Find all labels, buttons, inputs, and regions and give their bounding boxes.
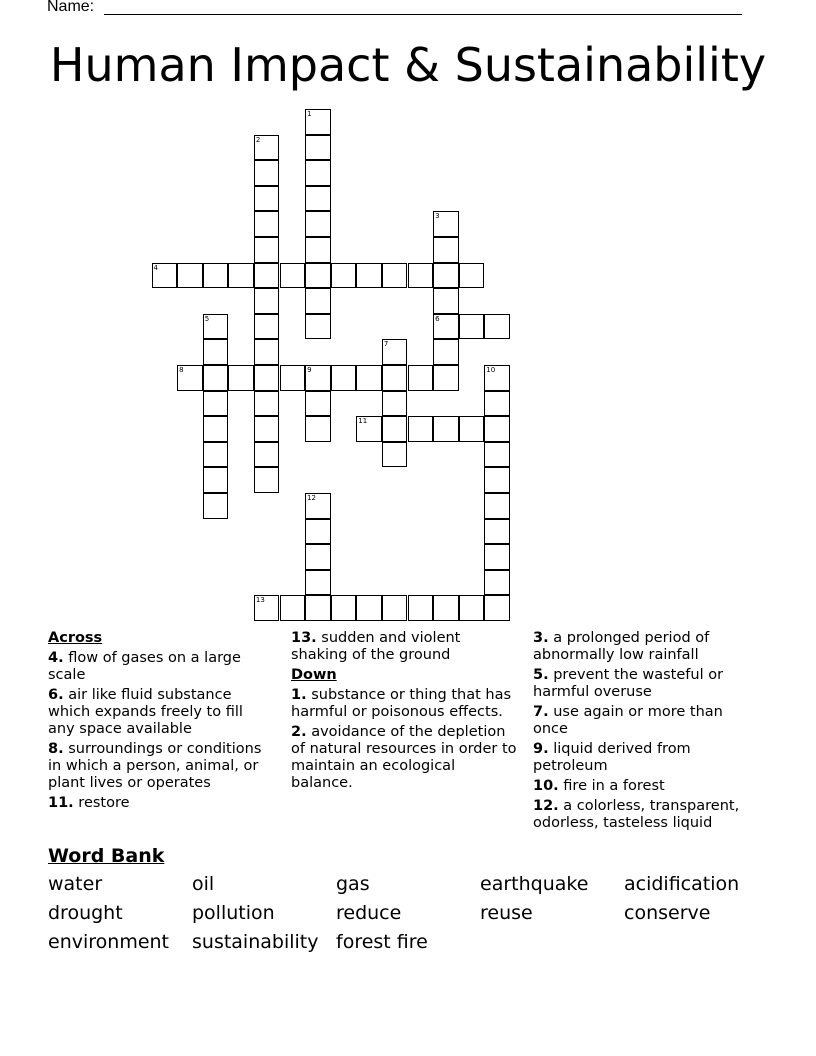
word-bank-item: drought	[48, 902, 123, 924]
clue-number: 1	[307, 110, 312, 118]
word-bank-item: oil	[192, 873, 215, 895]
crossword-cell[interactable]	[305, 595, 331, 621]
clue-down-5: 5. prevent the wasteful or harmful overuse	[533, 667, 724, 700]
crossword-cell[interactable]	[254, 263, 280, 289]
crossword-cell[interactable]	[280, 263, 306, 289]
clue-number: 3	[435, 212, 440, 221]
crossword-cell[interactable]	[254, 314, 280, 340]
crossword-cell[interactable]	[382, 339, 408, 365]
clue-number: 7	[383, 340, 389, 349]
crossword-cell[interactable]	[382, 595, 408, 621]
crossword-cell[interactable]	[305, 493, 331, 519]
clue-across-4: 4. flow of gases on a large scale	[48, 650, 241, 683]
crossword-cell[interactable]	[254, 416, 280, 442]
clue-number: 9	[307, 366, 312, 374]
crossword-cell[interactable]	[484, 391, 510, 417]
clue-down-3: 3. a prolonged period of abnormally low rainfall	[533, 630, 710, 663]
crossword-cell[interactable]	[177, 263, 203, 289]
crossword-cell[interactable]	[305, 263, 331, 289]
crossword-cell[interactable]	[203, 493, 229, 519]
crossword-cell[interactable]	[254, 237, 280, 263]
crossword-cell[interactable]	[433, 365, 459, 391]
crossword-cell[interactable]	[203, 314, 229, 340]
crossword-cell[interactable]	[305, 288, 331, 314]
clues-column-3	[533, 630, 761, 835]
crossword-cell[interactable]	[254, 365, 280, 391]
crossword-cell[interactable]	[433, 595, 459, 621]
clue-down-12: 12. a colorless, transparent, odorless, tasteless liquid	[533, 798, 740, 831]
crossword-cell[interactable]	[408, 416, 434, 442]
word-bank-item: pollution	[192, 902, 275, 924]
clue-across-8: 8. surroundings or conditions in which a person, animal, or plant lives or operates	[48, 741, 262, 791]
crossword-cell[interactable]	[203, 263, 229, 289]
crossword-cell[interactable]	[254, 442, 280, 468]
crossword-cell[interactable]	[305, 109, 331, 135]
word-bank-item: reduce	[336, 902, 402, 924]
crossword-cell[interactable]	[459, 263, 485, 289]
crossword-cell[interactable]	[459, 416, 485, 442]
word-bank-item: conserve	[624, 902, 711, 924]
crossword-cell[interactable]	[484, 519, 510, 545]
crossword-cell[interactable]	[228, 365, 254, 391]
clue-number: 4	[153, 263, 158, 272]
clues-column-2	[291, 630, 519, 795]
across-heading: Across	[48, 630, 103, 646]
crossword-cell[interactable]	[408, 595, 434, 621]
crossword-cell[interactable]	[484, 493, 510, 519]
clue-number: 2	[255, 135, 261, 144]
crossword-cell[interactable]	[203, 339, 229, 365]
clue-down-10: 10. fire in a forest	[533, 778, 665, 794]
word-bank-item: environment	[48, 931, 170, 953]
word-bank-title: Word Bank	[48, 845, 165, 867]
crossword-cell[interactable]	[433, 416, 459, 442]
crossword-cell[interactable]	[433, 314, 459, 340]
crossword-cell[interactable]	[305, 416, 331, 442]
crossword-cell[interactable]	[305, 570, 331, 596]
word-bank-item: gas	[336, 873, 370, 895]
crossword-cell[interactable]	[484, 314, 510, 340]
word-bank-item: sustainability	[192, 931, 319, 953]
crossword-cell[interactable]	[254, 391, 280, 417]
crossword-cell[interactable]	[254, 135, 280, 161]
down-heading: Down	[291, 667, 337, 683]
crossword-cell[interactable]	[305, 186, 331, 212]
crossword-cell[interactable]	[408, 365, 434, 391]
crossword-cell[interactable]	[382, 263, 408, 289]
crossword-cell[interactable]	[484, 595, 510, 621]
crossword-cell[interactable]	[433, 339, 459, 365]
crossword-cell[interactable]	[254, 160, 280, 186]
crossword-cell[interactable]	[305, 314, 331, 340]
crossword-cell[interactable]	[280, 595, 306, 621]
crossword-cell[interactable]	[203, 365, 229, 391]
clue-number: 6	[435, 314, 440, 323]
clue-number: 10	[486, 366, 496, 374]
word-bank	[48, 872, 768, 954]
crossword-cell[interactable]	[459, 314, 485, 340]
clue-number: 11	[358, 417, 368, 426]
crossword-cell[interactable]	[203, 467, 229, 493]
word-bank-item: forest fire	[336, 931, 428, 953]
crossword-cell[interactable]	[305, 160, 331, 186]
crossword-cell[interactable]	[382, 442, 408, 468]
crossword-cell[interactable]	[484, 544, 510, 570]
crossword-cell[interactable]	[356, 416, 382, 442]
clue-number: 12	[307, 494, 317, 502]
clue-number: 5	[204, 314, 210, 323]
crossword-cell[interactable]	[356, 595, 382, 621]
crossword-cell[interactable]	[305, 237, 331, 263]
crossword-cell[interactable]	[305, 391, 331, 417]
crossword-cell[interactable]	[254, 339, 280, 365]
crossword-cell[interactable]	[408, 263, 434, 289]
crossword-cell[interactable]	[433, 237, 459, 263]
crossword-cell[interactable]	[203, 391, 229, 417]
crossword-cell[interactable]	[484, 467, 510, 493]
crossword-cell[interactable]	[433, 211, 459, 237]
clue-number: 8	[179, 366, 184, 374]
crossword-cell[interactable]	[254, 467, 280, 493]
crossword-cell[interactable]	[484, 416, 510, 442]
clue-down-9: 9. liquid derived from petroleum	[533, 741, 691, 774]
crossword-cell[interactable]	[331, 263, 357, 289]
clue-across-11: 11. restore	[48, 795, 130, 811]
crossword-cell[interactable]	[331, 595, 357, 621]
word-bank-item: reuse	[480, 902, 533, 924]
clue-number: 13	[255, 596, 265, 605]
crossword-cell[interactable]	[177, 365, 203, 391]
crossword-cell[interactable]	[433, 288, 459, 314]
clue-down-2: 2. avoidance of the depletion of natural resources in order to maintain an ecological balance.	[291, 724, 517, 791]
word-bank-item: water	[48, 873, 103, 895]
crossword-cell[interactable]	[254, 595, 280, 621]
clues-column-1	[48, 630, 273, 815]
crossword-cell[interactable]	[305, 211, 331, 237]
crossword-cell[interactable]	[280, 365, 306, 391]
page-title: Human Impact & Sustainability	[49, 38, 767, 92]
crossword-cell[interactable]	[152, 263, 178, 289]
word-bank-item: earthquake	[480, 873, 589, 895]
crossword-cell[interactable]	[305, 365, 331, 391]
clue-down-1: 1. substance or thing that has harmful or poisonous effects.	[291, 687, 512, 720]
crossword-cell[interactable]	[254, 211, 280, 237]
crossword-cell[interactable]	[356, 263, 382, 289]
crossword-cell[interactable]	[254, 186, 280, 212]
crossword-cell[interactable]	[305, 135, 331, 161]
crossword-cell[interactable]	[356, 365, 382, 391]
clue-down-7: 7. use again or more than once	[533, 704, 723, 737]
crossword-cell[interactable]	[484, 570, 510, 596]
crossword-cell[interactable]	[305, 519, 331, 545]
crossword-cell[interactable]	[484, 442, 510, 468]
name-underline[interactable]	[104, 14, 742, 15]
crossword-cell[interactable]	[331, 365, 357, 391]
crossword-cell[interactable]	[228, 263, 254, 289]
crossword-cell[interactable]	[203, 416, 229, 442]
crossword-cell[interactable]	[382, 365, 408, 391]
crossword-cell[interactable]	[382, 391, 408, 417]
crossword-cell[interactable]	[433, 263, 459, 289]
crossword-cell[interactable]	[254, 288, 280, 314]
word-bank-item: acidification	[624, 873, 740, 895]
name-label: Name:	[47, 0, 95, 15]
crossword-cell[interactable]	[484, 365, 510, 391]
clue-across-13: 13. sudden and violent shaking of the ground	[291, 630, 461, 663]
crossword-cell[interactable]	[382, 416, 408, 442]
crossword-cell[interactable]	[305, 544, 331, 570]
crossword-cell[interactable]	[203, 442, 229, 468]
clue-across-6: 6. air like fluid substance which expands freely to fill any space available	[48, 687, 243, 737]
crossword-cell[interactable]	[459, 595, 485, 621]
